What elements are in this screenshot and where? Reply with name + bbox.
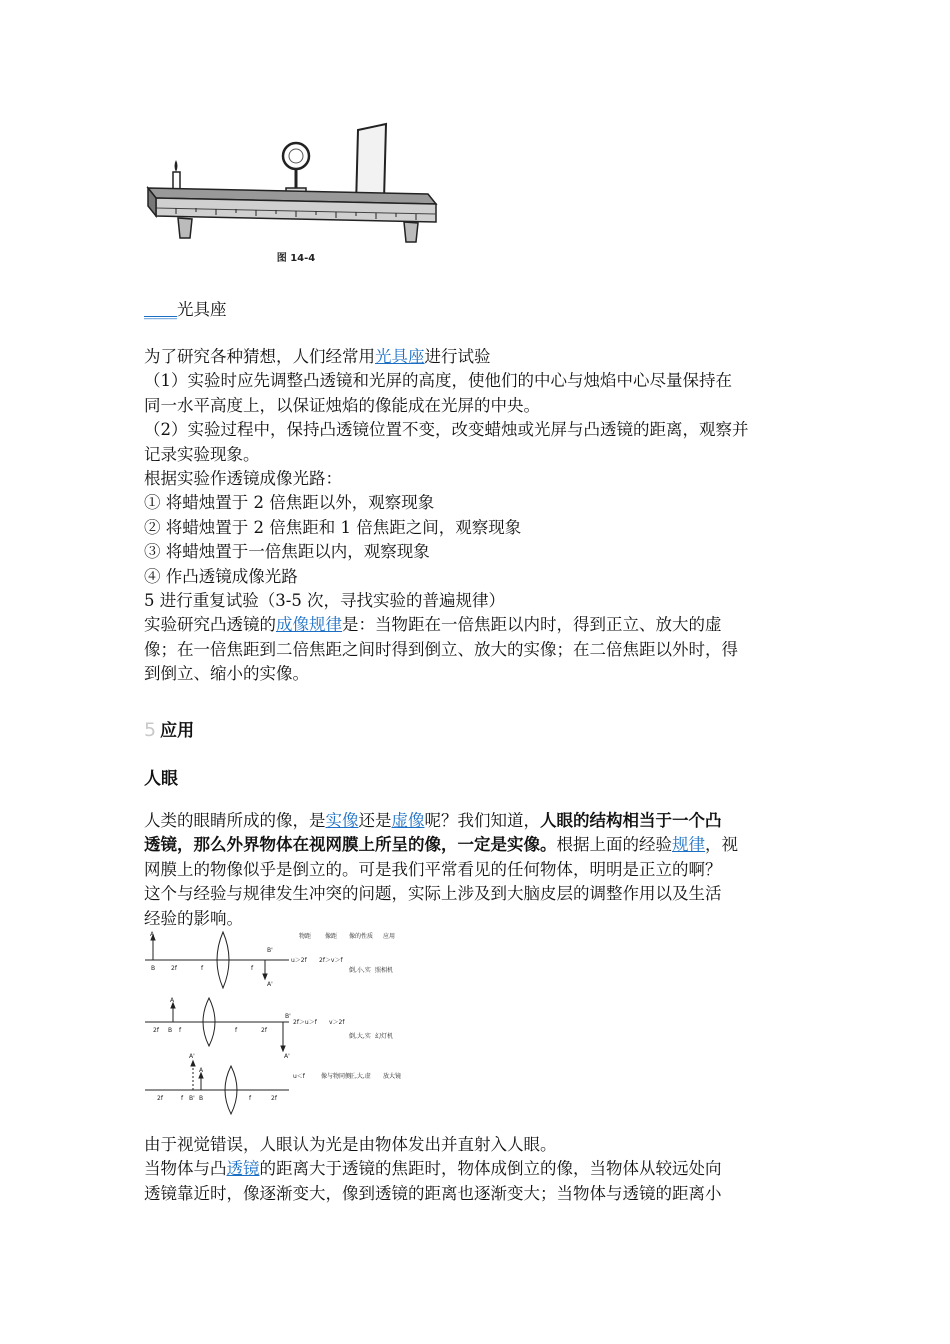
label-B1: B': [267, 947, 273, 954]
repeat-line: 5 进行重复试验（3-5 次，寻找实验的普遍规律）: [144, 590, 506, 610]
conclusion-line3: 到倒立、缩小的实像。: [144, 664, 309, 684]
figure-caption: 图 14-4: [276, 253, 316, 264]
eye-line4: 这个与经验与规律发生冲突的问题，实际上涉及到大脑皮层的调整作用以及生活: [144, 884, 722, 904]
rule-link[interactable]: 规律: [672, 835, 705, 855]
path-intro: 根据实验作透镜成像光路：: [144, 468, 342, 488]
eye-paragraph: [144, 809, 814, 931]
conclusion-line2: 像；在一倍焦距到二倍焦距之间时得到倒立、放大的实像；在二倍焦距以外时，得: [144, 639, 738, 659]
caption-text: 光具座: [177, 300, 227, 319]
label-A1: A': [189, 1053, 195, 1060]
row1-v: 2f＞v＞f: [319, 957, 343, 964]
label-f: f: [251, 965, 254, 972]
eye-line2: 透镜，那么外界物体在视网膜上所呈的像，一定是实像。根据上面的经验规律，视: [144, 835, 738, 855]
row2-use: 幻灯机: [375, 1033, 394, 1040]
list-item: ③ 将蜡烛置于一倍焦距以内，观察现象: [144, 542, 430, 562]
eye-line5: 经验的影响。: [144, 908, 243, 928]
row3-v: 像与物同侧: [321, 1073, 352, 1080]
row1-nature: 倒,小,实: [349, 967, 371, 974]
label-B: B: [168, 1027, 173, 1034]
label-B: B: [199, 1095, 204, 1102]
intro-line: 为了研究各种猜想，人们经常用光具座进行试验: [144, 347, 491, 366]
lens-imaging-diagram: [143, 926, 413, 1124]
closing-paragraph: [144, 1133, 814, 1206]
list-item: ② 将蜡烛置于 2 倍焦距和 1 倍焦距之间，观察现象: [144, 517, 522, 537]
closing-line2: 当物体与凸透镜的距离大于透镜的焦距时，物体成倒立的像，当物体从较远处向: [144, 1159, 722, 1179]
lens-link[interactable]: 透镜: [226, 1159, 260, 1179]
conclusion-line1: 实验研究凸透镜的成像规律是：当物距在一倍焦距以内时，得到正立、放大的虚: [144, 615, 722, 635]
label-B1: B': [285, 1013, 291, 1020]
list-item: ④ 作凸透镜成像光路: [144, 566, 298, 586]
imaging-rule-link[interactable]: 成像规律: [276, 615, 342, 635]
closing-line1: 由于视觉错误，人眼认为光是由物体发出并直射入人眼。: [144, 1135, 557, 1154]
label-A: A: [170, 997, 175, 1004]
label-B1: B': [189, 1095, 195, 1102]
label-A: A: [150, 931, 155, 938]
header-use: 应用: [383, 933, 396, 940]
row1-use: 照相机: [375, 967, 394, 974]
label-A1: A': [284, 1053, 290, 1060]
label-2f: 2f: [261, 1027, 267, 1034]
virtual-image-link[interactable]: 虚像: [391, 811, 425, 830]
section-heading-application: [144, 716, 194, 741]
label-f: f: [249, 1095, 252, 1102]
list-item: ① 将蜡烛置于 2 倍焦距以外，观察现象: [144, 493, 435, 513]
row2-u: 2f＞u＞f: [293, 1019, 317, 1026]
eye-line3: 网膜上的物像似乎是倒立的。可是我们平常看见的任何物体，明明是正立的啊？: [144, 859, 722, 879]
label-B: B: [151, 965, 156, 972]
step1-line1: （1）实验时应先调整凸透镜和光屏的高度，使他们的中心与烛焰中心尽量保持在: [144, 371, 732, 391]
step1-line2: 同一水平高度上，以保证烛焰的像能成在光屏的中央。: [144, 395, 540, 415]
row3-use: 放大镜: [383, 1073, 402, 1080]
label-2f: 2f: [157, 1095, 163, 1102]
optical-bench-figure: [146, 122, 442, 270]
label-2f: 2f: [271, 1095, 277, 1102]
blank-link[interactable]: ____: [144, 300, 177, 319]
row2-v: v＞2f: [329, 1019, 345, 1026]
real-image-link[interactable]: 实像: [325, 811, 359, 830]
row3-nature: 正,大,虚: [349, 1073, 371, 1080]
row3-u: u＜f: [293, 1073, 305, 1080]
label-f: f: [235, 1027, 238, 1034]
eye-line1: 人类的眼睛所成的像，是实像还是虚像呢？我们知道，人眼的结构相当于一个凸: [144, 811, 722, 830]
label-f: f: [181, 1095, 184, 1102]
experiment-section: [144, 345, 814, 686]
subsection-heading-eye: 人眼: [144, 769, 178, 789]
step2-line2: 记录实验现象。: [144, 444, 260, 464]
header-u: 物距: [299, 933, 312, 940]
header-nature: 像的性质: [349, 933, 374, 940]
optical-bench-link[interactable]: 光具座: [375, 347, 425, 366]
figure-link-line: [144, 298, 814, 322]
step2-line1: （2）实验过程中，保持凸透镜位置不变，改变蜡烛或光屏与凸透镜的距离，观察并: [144, 420, 749, 440]
closing-line3: 透镜靠近时，像逐渐变大，像到透镜的距离也逐渐变大；当物体与透镜的距离小: [144, 1183, 722, 1203]
label-f: f: [179, 1027, 182, 1034]
header-v: 像距: [325, 933, 338, 940]
section-title: 应用: [160, 721, 195, 741]
label-A: A: [199, 1067, 204, 1074]
label-2f: 2f: [171, 965, 177, 972]
row1-u: u＞2f: [291, 957, 307, 964]
row2-nature: 倒,大,实: [349, 1033, 371, 1040]
label-2f: 2f: [153, 1027, 159, 1034]
label-f: f: [201, 965, 204, 972]
label-A1: A': [267, 981, 273, 988]
section-number: 5: [144, 719, 157, 741]
